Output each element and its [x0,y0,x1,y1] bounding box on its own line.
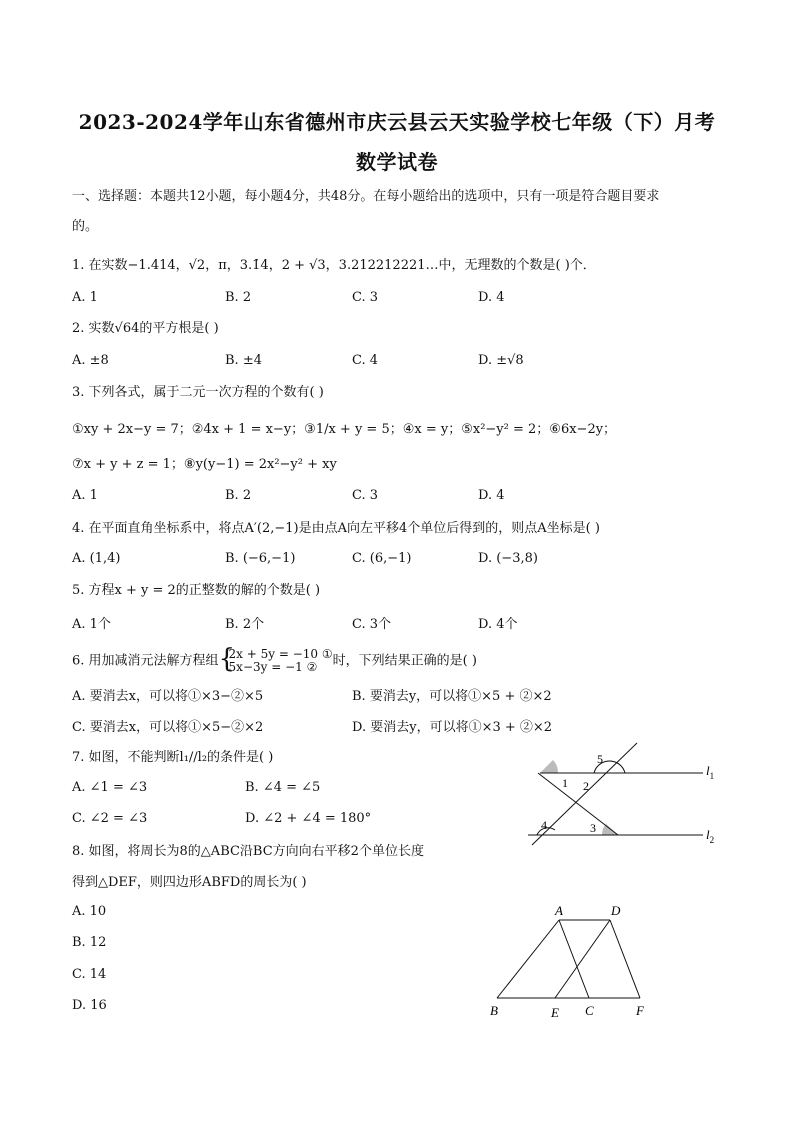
point-f-label: F [636,1003,644,1018]
question-5-option-c[interactable]: C. 3个 [352,617,392,632]
question-6-option-c[interactable]: C. 要消去x，可以将①×5−②×2 [72,720,264,735]
question-8-option-b[interactable]: B. 12 [72,935,107,950]
angle-2-label: 2 [583,779,589,793]
label-l2 [706,827,714,845]
angle-1-label: 1 [562,776,568,790]
label-l1-letter: l [706,763,710,778]
transversal-2 [532,743,637,845]
question-8-option-d[interactable]: D. 16 [72,998,107,1013]
question-3-option-c[interactable]: C. 3 [352,488,379,503]
question-1-option-d[interactable]: D. 4 [478,290,505,305]
question-7-option-b[interactable]: B. ∠4 = ∠5 [245,780,321,795]
question-2-option-a[interactable]: A. ±8 [72,353,109,368]
question-7-option-c[interactable]: C. ∠2 = ∠3 [72,811,148,826]
question-2-stem: 2. 实数√64的平方根是( ) [72,321,219,336]
question-6-stem [72,644,477,674]
question-1-option-b[interactable]: B. 2 [225,290,252,305]
question-6-stem-prefix: 6. 用加减消元法解方程组 [72,653,219,669]
question-2-option-c[interactable]: C. 4 [352,353,379,368]
equation-2: 5x−3y = −1 ② [228,660,318,674]
question-6-option-b[interactable]: B. 要消去y，可以将①×5 + ②×2 [352,689,552,704]
angle-1-shade [540,760,558,773]
question-6-option-d[interactable]: D. 要消去y，可以将①×3 + ②×2 [352,720,553,735]
question-8-option-a[interactable]: A. 10 [72,904,107,919]
point-c-label: C [585,1003,594,1018]
equation-1: 2x + 5y = −10 ① [228,647,333,661]
question-5-option-b[interactable]: B. 2个 [225,617,265,632]
label-l2-letter: l [706,827,710,842]
question-7-option-d[interactable]: D. ∠2 + ∠4 = 180° [245,811,372,826]
question-3-equations-line2: ⑦x + y + z = 1；⑧y(y−1) = 2x²−y² + xy [72,457,337,472]
question-6-stem-suffix: 时，下列结果正确的是( ) [332,653,477,669]
question-1-stem: 1. 在实数−1.414，√2，π，3.1̇4̇，2 + √3，3.212212221…中，无理数的个数是( )个． [72,258,596,273]
question-3-option-b[interactable]: B. 2 [225,488,252,503]
angle-4-label: 4 [541,818,547,832]
question-5-stem: 5. 方程x + y = 2的正整数的解的个数是( ) [72,583,321,598]
exam-title-line2: 数学试卷 [356,150,438,174]
question-6-option-a[interactable]: A. 要消去x，可以将①×3−②×5 [72,689,264,704]
question-4-option-d[interactable]: D. (−3,8) [478,551,538,566]
angle-3-label: 3 [590,821,596,835]
angle-5-label: 5 [597,752,603,766]
segment-ab [497,920,559,998]
question-7-option-a[interactable]: A. ∠1 = ∠3 [72,780,148,795]
equation-brace: { [218,644,236,674]
question-2-option-b[interactable]: B. ±4 [225,353,262,368]
question-8-stem-line1: 8. 如图，将周长为8的△ABC沿BC方向向右平移2个单位长度 [72,844,424,859]
point-b-label: B [490,1003,498,1018]
question-8-option-c[interactable]: C. 14 [72,967,107,982]
question-3-option-a[interactable]: A. 1 [72,488,98,503]
parallel-lines-figure [510,735,740,855]
equation-system [218,644,333,674]
section-instructions-line2: 的。 [72,219,99,234]
question-1-option-c[interactable]: C. 3 [352,290,379,305]
translation-figure [485,903,660,1023]
question-2-option-d[interactable]: D. ±√8 [478,353,524,368]
exam-title-line1: 2023-2024学年山东省德州市庆云县云天实验学校七年级（下）月考 [78,110,716,134]
point-a-label: A [555,903,563,918]
question-7-stem: 7. 如图，不能判断l₁//l₂的条件是( ) [72,750,274,765]
transversal-1 [538,773,618,835]
question-5-option-a[interactable]: A. 1个 [72,617,111,632]
label-l1 [706,763,714,781]
question-4-option-a[interactable]: A. (1,4) [72,551,121,566]
question-4-option-b[interactable]: B. (−6,−1) [225,551,296,566]
question-3-stem: 3. 下列各式，属于二元一次方程的个数有( ) [72,385,324,400]
label-l2-sub: 2 [709,835,715,845]
point-d-label: D [611,903,621,918]
question-3-option-d[interactable]: D. 4 [478,488,505,503]
question-4-stem: 4. 在平面直角坐标系中，将点A′(2,−1)是由点A向左平移4个单位后得到的，则点A坐标是( ) [72,521,600,536]
label-l1-sub: 1 [709,771,715,781]
question-8-stem-line2: 得到△DEF，则四边形ABFD的周长为( ) [72,875,307,890]
question-3-equations-line1: ①xy + 2x−y = 7；②4x + 1 = x−y；③1/x + y = 5；④x = y；⑤x²−y² = 2；⑥6x−2y； [72,422,617,437]
question-4-option-c[interactable]: C. (6,−1) [352,551,412,566]
section-instructions-line1: 一、选择题：本题共12小题，每小题4分，共48分。在每小题给出的选项中，只有一项是符合题目要求 [72,189,660,204]
segment-df [610,920,640,998]
point-e-label: E [551,1005,559,1020]
question-5-option-d[interactable]: D. 4个 [478,617,518,632]
question-1-option-a[interactable]: A. 1 [72,290,98,305]
